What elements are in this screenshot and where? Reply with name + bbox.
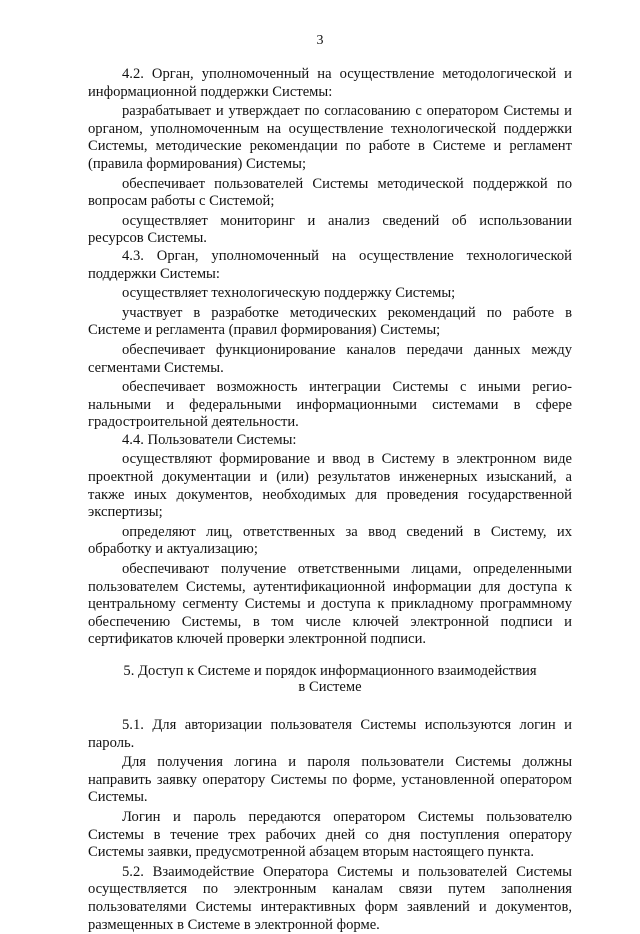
paragraph: обеспечивает пользователей Системы методической поддержкой по вопросам работы с Системой; bbox=[88, 175, 572, 210]
paragraph: обеспечивает функционирование каналов передачи данных между сегментами Системы. bbox=[88, 341, 572, 376]
section-5-heading-line2: в Системе bbox=[298, 679, 362, 695]
paragraph: осуществляет технологическую поддержку Системы; bbox=[122, 285, 456, 302]
section-5-heading bbox=[88, 663, 572, 695]
paragraph-4-3: 4.3. Орган, уполномоченный на осуществление технологической поддержки Системы: bbox=[88, 247, 572, 282]
paragraph: разрабатывает и утверждает по согласованию с оператором Системы и органом, уполномоченным на осуществление технологической поддержки Системы, методические рекомендации по работе в Системе и регламент (правила формирования) Системы; bbox=[88, 103, 572, 172]
paragraph: определяют лиц, ответственных за ввод сведений в Систему, их обработку и актуализацию; bbox=[88, 523, 572, 558]
paragraph: обеспечивает возможность интеграции Системы с иными региональными и федеральными информационными системами в сфере градостроительной деятельности. bbox=[88, 379, 572, 431]
page-number: 3 bbox=[316, 33, 324, 48]
paragraph: обеспечивают получение ответственными лицами, определенными пользователем Системы, аутентификационной информации для доступа к центральному сегменту Системы и доступа к прикладному программному обеспечению Системы, в том числе ключей электронной подписи и сертификатов ключей проверки электронной подписи. bbox=[88, 561, 572, 648]
paragraph: участвует в разработке методических рекомендаций по работе в Системе и регламента (правил формирования) Системы; bbox=[88, 304, 572, 339]
paragraph: Логин и пароль передаются оператором Системы пользователю Системы в течение трех рабочих дней со дня поступления оператору Системы заявки, предусмотренной абзацем вторым настоящего пункта. bbox=[88, 808, 572, 861]
paragraph: осуществляет мониторинг и анализ сведений об использовании ресурсов Системы. bbox=[88, 212, 572, 247]
paragraph-4-2: 4.2. Орган, уполномоченный на осуществление методологической и информационной поддержки Системы: bbox=[88, 66, 572, 100]
paragraph-5-2: 5.2. Взаимодействие Оператора Системы и пользователей Системы осуществляется по электронным каналам связи путем заполнения пользователями Системы интерактивных форм заявлений и документов, размещенных в Системе в электронной форме. bbox=[88, 863, 572, 933]
paragraph: Для получения логина и пароля пользователи Системы должны направить заявку оператору Системы по форме, установленной оператором Системы. bbox=[88, 754, 572, 806]
paragraph: осуществляют формирование и ввод в Систему в электронном виде проектной документации и (или) результатов инженерных изысканий, а также иных документов, необходимых для проведения государственной экспертизы; bbox=[88, 451, 572, 521]
paragraph-5-1: 5.1. Для авторизации пользователя Системы используются логин и пароль. bbox=[88, 717, 572, 751]
paragraph-4-4: 4.4. Пользователи Системы: bbox=[122, 431, 297, 448]
section-5-heading-line1: 5. Доступ к Системе и порядок информационного взаимодействия bbox=[123, 663, 537, 679]
document-body bbox=[88, 66, 572, 934]
